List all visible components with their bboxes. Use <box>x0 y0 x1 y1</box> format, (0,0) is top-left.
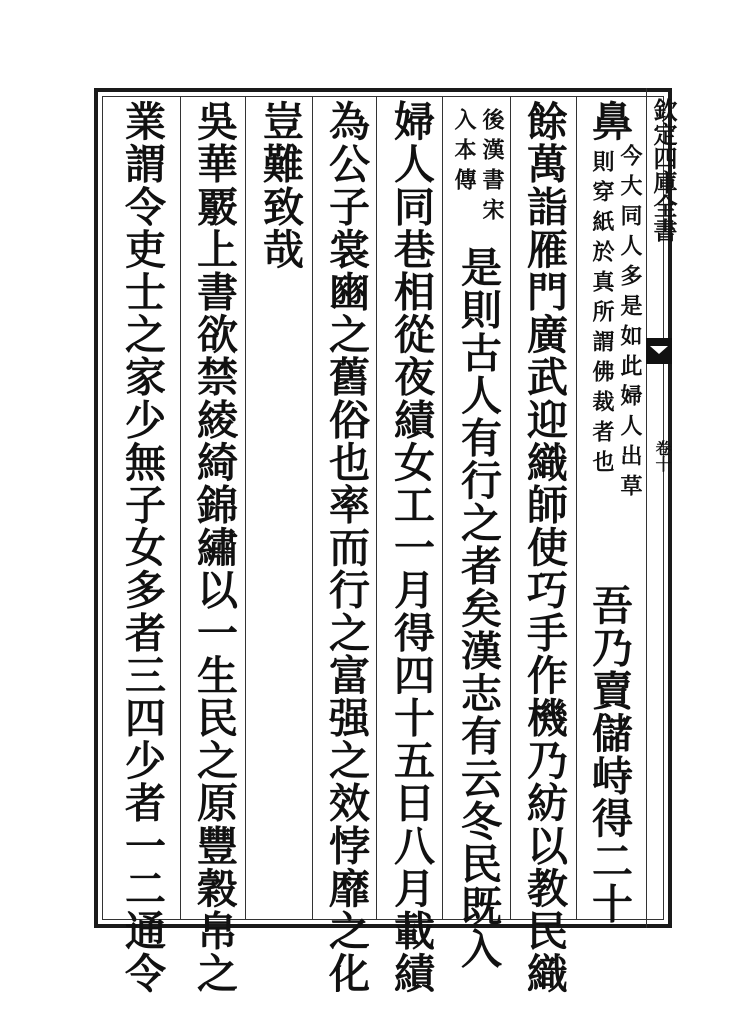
text-column: 是則古人有行之者矣漢志有云冬民既入 <box>454 246 502 971</box>
annotation-line: 入本傳 <box>451 108 477 198</box>
book-title: 欽定四庫全書 <box>649 98 678 242</box>
column-rule <box>245 96 246 920</box>
text-column: 吳華覈上書欲禁綾綺錦繡以一生民之原豐穀帛之 <box>190 100 238 995</box>
annotation-line: 今大同人多是如此婦人出草 <box>617 144 643 504</box>
text-column: 為公子裳豳之舊俗也率而行之富强之效悖靡之化 <box>322 100 370 995</box>
inner-frame <box>102 96 664 920</box>
text-column: 豈難致哉 <box>256 100 304 271</box>
column-rule <box>442 96 443 920</box>
text-column: 業謂令吏士之家少無子女多者三四少者一二通令 <box>118 100 166 995</box>
fish-tail-mark <box>646 338 672 364</box>
volume-label: 卷十 <box>653 440 672 472</box>
annotation-line: 則穿紙於真所謂佛裁者也 <box>589 150 615 480</box>
text-column: 餘萬詣雁門廣武迎織師使巧手作機乃紡以教民織 <box>520 100 568 995</box>
text-column: 吾乃賣儲峙得二十 <box>585 584 633 925</box>
column-rule <box>576 96 577 920</box>
text-column: 婦人同巷相從夜績女工一月得四十五日八月載績 <box>387 100 435 995</box>
column-rule <box>312 96 313 920</box>
column-rule <box>180 96 181 920</box>
text-column-lead-char: 鼻 <box>585 100 633 143</box>
column-rule <box>510 96 511 920</box>
column-rule <box>376 96 377 920</box>
annotation-line: 後漢書宋 <box>479 108 505 228</box>
